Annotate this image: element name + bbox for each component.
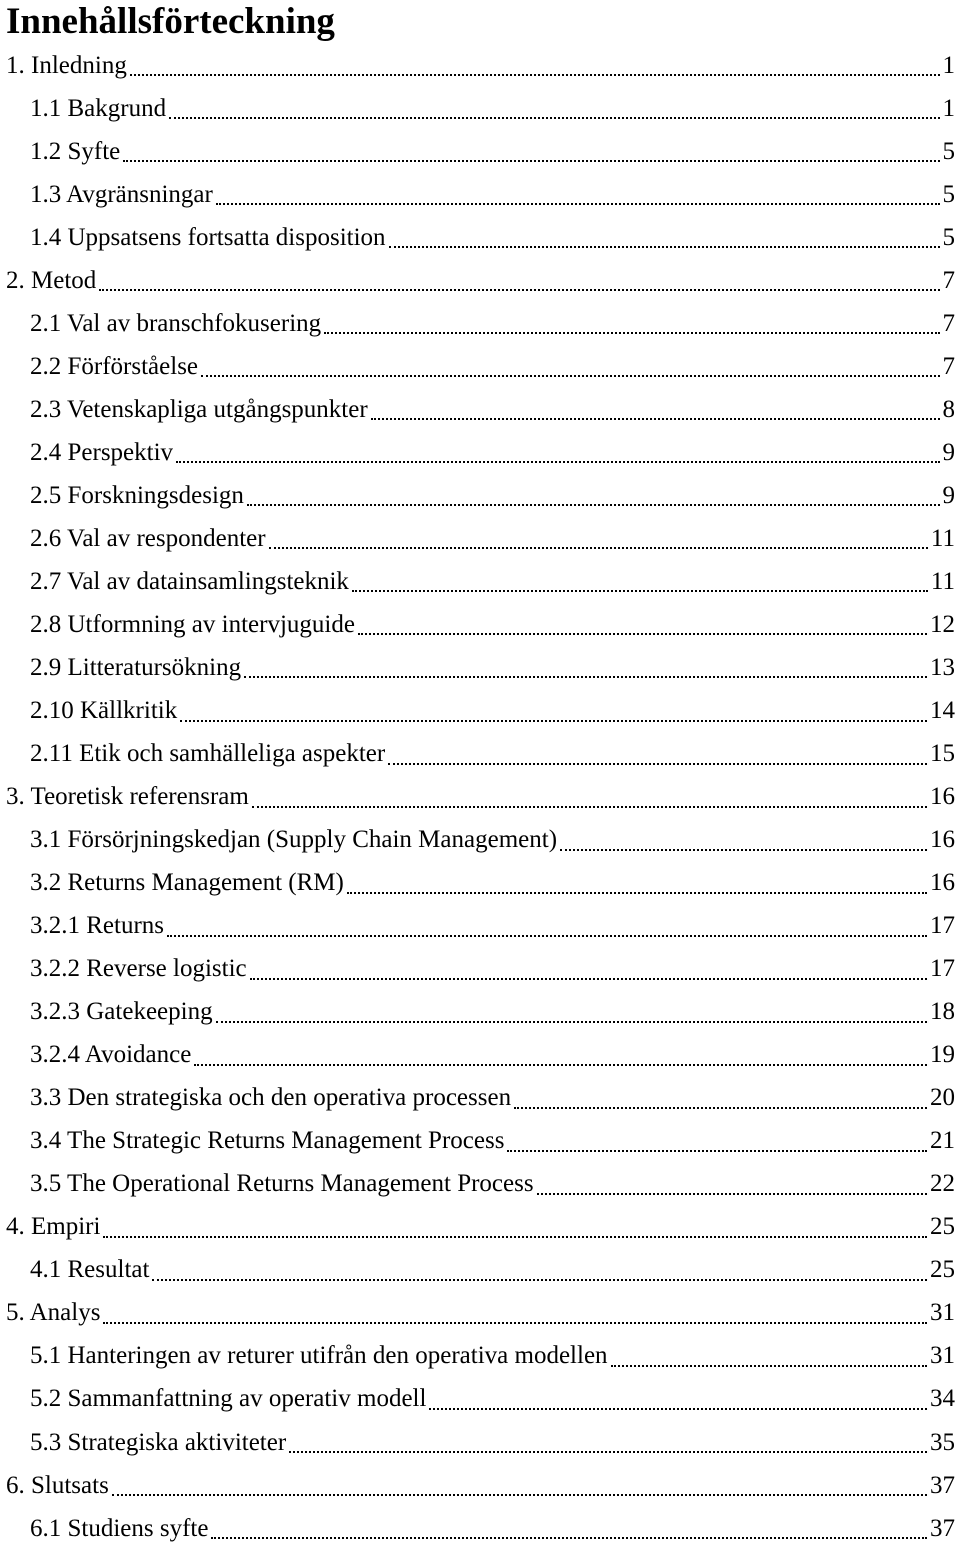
toc-entry-page-number: 13 xyxy=(930,654,960,682)
toc-entry-page-number: 31 xyxy=(930,1299,960,1327)
toc-entry[interactable] xyxy=(0,1378,960,1421)
toc-entry-page-number: 9 xyxy=(943,439,960,467)
toc-dot-leader xyxy=(537,1192,927,1195)
toc-entry[interactable] xyxy=(0,259,960,302)
toc-dot-leader xyxy=(103,1235,927,1238)
toc-dot-leader xyxy=(201,374,939,377)
toc-dot-leader xyxy=(247,503,940,506)
toc-entry-label: 4. Empiri xyxy=(6,1213,100,1241)
toc-dot-leader xyxy=(216,202,940,205)
toc-entry-page-number: 16 xyxy=(930,783,960,811)
page-title: Innehållsförteckning xyxy=(6,0,335,44)
toc-entry-page-number: 15 xyxy=(930,740,960,768)
toc-dot-leader xyxy=(347,891,927,894)
toc-entry-label: 2.4 Perspektiv xyxy=(30,439,173,467)
toc-dot-leader xyxy=(152,1278,927,1281)
toc-entry[interactable] xyxy=(0,302,960,345)
toc-entry-page-number: 37 xyxy=(930,1472,960,1500)
toc-entry-label: 1.3 Avgränsningar xyxy=(30,181,213,209)
toc-entry-label: 2.11 Etik och samhälleliga aspekter xyxy=(30,740,385,768)
toc-entry[interactable] xyxy=(0,345,960,388)
toc-entry[interactable] xyxy=(0,1464,960,1507)
toc-entry-page-number: 34 xyxy=(930,1385,960,1413)
toc-entry-label: 6.1 Studiens syfte xyxy=(30,1515,208,1543)
toc-entry[interactable] xyxy=(0,603,960,646)
toc-entry-page-number: 11 xyxy=(931,568,960,596)
toc-entry-page-number: 21 xyxy=(930,1127,960,1155)
toc-dot-leader xyxy=(194,1063,927,1066)
toc-dot-leader xyxy=(371,417,940,420)
toc-entry[interactable] xyxy=(0,517,960,560)
toc-dot-leader xyxy=(252,805,927,808)
toc-dot-leader xyxy=(112,1493,927,1496)
toc-entry-page-number: 25 xyxy=(930,1213,960,1241)
toc-dot-leader xyxy=(358,632,927,635)
toc-entry-label: 4.1 Resultat xyxy=(30,1256,149,1284)
toc-entry-label: 3.5 The Operational Returns Management Process xyxy=(30,1170,534,1198)
toc-dot-leader xyxy=(560,848,927,851)
table-of-contents xyxy=(0,44,960,1550)
toc-entry-label: 2.8 Utformning av intervjuguide xyxy=(30,611,355,639)
toc-entry-label: 3.4 The Strategic Returns Management Process xyxy=(30,1127,504,1155)
toc-dot-leader xyxy=(289,1450,927,1453)
toc-entry[interactable] xyxy=(0,1120,960,1163)
toc-entry-label: 3.2.1 Returns xyxy=(30,912,164,940)
toc-dot-leader xyxy=(324,331,939,334)
toc-dot-leader xyxy=(211,1536,927,1539)
toc-entry-label: 3.3 Den strategiska och den operativa processen xyxy=(30,1084,511,1112)
toc-dot-leader xyxy=(250,977,927,980)
toc-entry-label: 2.1 Val av branschfokusering xyxy=(30,310,321,338)
toc-entry[interactable] xyxy=(0,733,960,776)
toc-entry-label: 1.2 Syfte xyxy=(30,138,120,166)
toc-entry-page-number: 8 xyxy=(943,396,960,424)
toc-entry-page-number: 25 xyxy=(930,1256,960,1284)
toc-entry-label: 2.10 Källkritik xyxy=(30,697,177,725)
toc-entry-label: 2.2 Förförståelse xyxy=(30,353,198,381)
toc-entry[interactable] xyxy=(0,948,960,991)
toc-entry-page-number: 18 xyxy=(930,998,960,1026)
toc-entry[interactable] xyxy=(0,87,960,130)
toc-entry[interactable] xyxy=(0,1163,960,1206)
toc-entry[interactable] xyxy=(0,1206,960,1249)
toc-entry-page-number: 5 xyxy=(943,181,960,209)
toc-entry[interactable] xyxy=(0,560,960,603)
toc-entry[interactable] xyxy=(0,776,960,819)
toc-entry-label: 3.2.2 Reverse logistic xyxy=(30,955,247,983)
toc-entry-label: 5.3 Strategiska aktiviteter xyxy=(30,1429,286,1457)
toc-entry[interactable] xyxy=(0,862,960,905)
toc-entry-page-number: 19 xyxy=(930,1041,960,1069)
toc-entry-label: 2.3 Vetenskapliga utgångspunkter xyxy=(30,396,368,424)
toc-entry-page-number: 7 xyxy=(943,353,960,381)
toc-dot-leader xyxy=(507,1149,927,1152)
toc-entry-label: 5.2 Sammanfattning av operativ modell xyxy=(30,1385,426,1413)
toc-dot-leader xyxy=(167,934,927,937)
toc-entry-page-number: 12 xyxy=(930,611,960,639)
toc-entry[interactable] xyxy=(0,474,960,517)
toc-entry-label: 1.4 Uppsatsens fortsatta disposition xyxy=(30,224,386,252)
toc-entry[interactable] xyxy=(0,1335,960,1378)
toc-entry[interactable] xyxy=(0,1034,960,1077)
toc-dot-leader xyxy=(352,589,928,592)
toc-dot-leader xyxy=(611,1364,927,1367)
toc-entry-label: 3.2.3 Gatekeeping xyxy=(30,998,213,1026)
toc-entry[interactable] xyxy=(0,689,960,732)
toc-entry[interactable] xyxy=(0,905,960,948)
toc-dot-leader xyxy=(130,73,940,76)
toc-entry-page-number: 22 xyxy=(930,1170,960,1198)
toc-dot-leader xyxy=(103,1321,927,1324)
toc-entry-page-number: 1 xyxy=(943,95,960,123)
toc-entry-page-number: 37 xyxy=(930,1515,960,1543)
toc-dot-leader xyxy=(123,159,939,162)
toc-entry-page-number: 11 xyxy=(931,525,960,553)
toc-entry-page-number: 17 xyxy=(930,955,960,983)
toc-entry-page-number: 5 xyxy=(943,224,960,252)
toc-entry-label: 6. Slutsats xyxy=(6,1472,109,1500)
toc-entry[interactable] xyxy=(0,1421,960,1464)
toc-entry[interactable] xyxy=(0,1292,960,1335)
toc-entry-label: 5. Analys xyxy=(6,1299,100,1327)
toc-dot-leader xyxy=(176,460,939,463)
toc-entry-page-number: 17 xyxy=(930,912,960,940)
toc-dot-leader xyxy=(169,116,939,119)
toc-dot-leader xyxy=(269,546,928,549)
toc-entry-page-number: 16 xyxy=(930,826,960,854)
toc-entry-page-number: 7 xyxy=(943,267,960,295)
toc-entry-page-number: 35 xyxy=(930,1429,960,1457)
toc-entry-page-number: 7 xyxy=(943,310,960,338)
toc-entry-label: 1. Inledning xyxy=(6,52,127,80)
toc-entry[interactable] xyxy=(0,216,960,259)
toc-entry[interactable] xyxy=(0,388,960,431)
toc-entry[interactable] xyxy=(0,1249,960,1292)
toc-entry-page-number: 16 xyxy=(930,869,960,897)
toc-entry[interactable] xyxy=(0,44,960,87)
toc-entry[interactable] xyxy=(0,1077,960,1120)
toc-dot-leader xyxy=(216,1020,927,1023)
toc-entry-page-number: 1 xyxy=(943,52,960,80)
toc-dot-leader xyxy=(388,762,927,765)
toc-dot-leader xyxy=(99,288,939,291)
toc-dot-leader xyxy=(180,719,927,722)
toc-dot-leader xyxy=(514,1106,927,1109)
toc-entry-label: 2.6 Val av respondenter xyxy=(30,525,266,553)
toc-dot-leader xyxy=(429,1407,927,1410)
toc-entry[interactable] xyxy=(0,173,960,216)
toc-entry[interactable] xyxy=(0,646,960,689)
toc-entry-label: 2.7 Val av datainsamlingsteknik xyxy=(30,568,349,596)
toc-dot-leader xyxy=(244,675,927,678)
toc-entry-page-number: 9 xyxy=(943,482,960,510)
toc-entry-label: 2.9 Litteratursökning xyxy=(30,654,241,682)
toc-entry[interactable] xyxy=(0,431,960,474)
toc-entry-page-number: 14 xyxy=(930,697,960,725)
toc-entry[interactable] xyxy=(0,991,960,1034)
toc-entry-label: 3.2 Returns Management (RM) xyxy=(30,869,344,897)
toc-entry-label: 2.5 Forskningsdesign xyxy=(30,482,244,510)
toc-entry-label: 2. Metod xyxy=(6,267,96,295)
toc-entry-label: 1.1 Bakgrund xyxy=(30,95,166,123)
toc-entry-label: 3.1 Försörjningskedjan (Supply Chain Management) xyxy=(30,826,557,854)
toc-entry-page-number: 31 xyxy=(930,1342,960,1370)
toc-entry-page-number: 5 xyxy=(943,138,960,166)
toc-entry-page-number: 20 xyxy=(930,1084,960,1112)
toc-entry-label: 3.2.4 Avoidance xyxy=(30,1041,191,1069)
toc-entry[interactable] xyxy=(0,819,960,862)
toc-entry-label: 3. Teoretisk referensram xyxy=(6,783,249,811)
toc-dot-leader xyxy=(389,245,940,248)
toc-entry-label: 5.1 Hanteringen av returer utifrån den operativa modellen xyxy=(30,1342,608,1370)
toc-entry[interactable] xyxy=(0,130,960,173)
